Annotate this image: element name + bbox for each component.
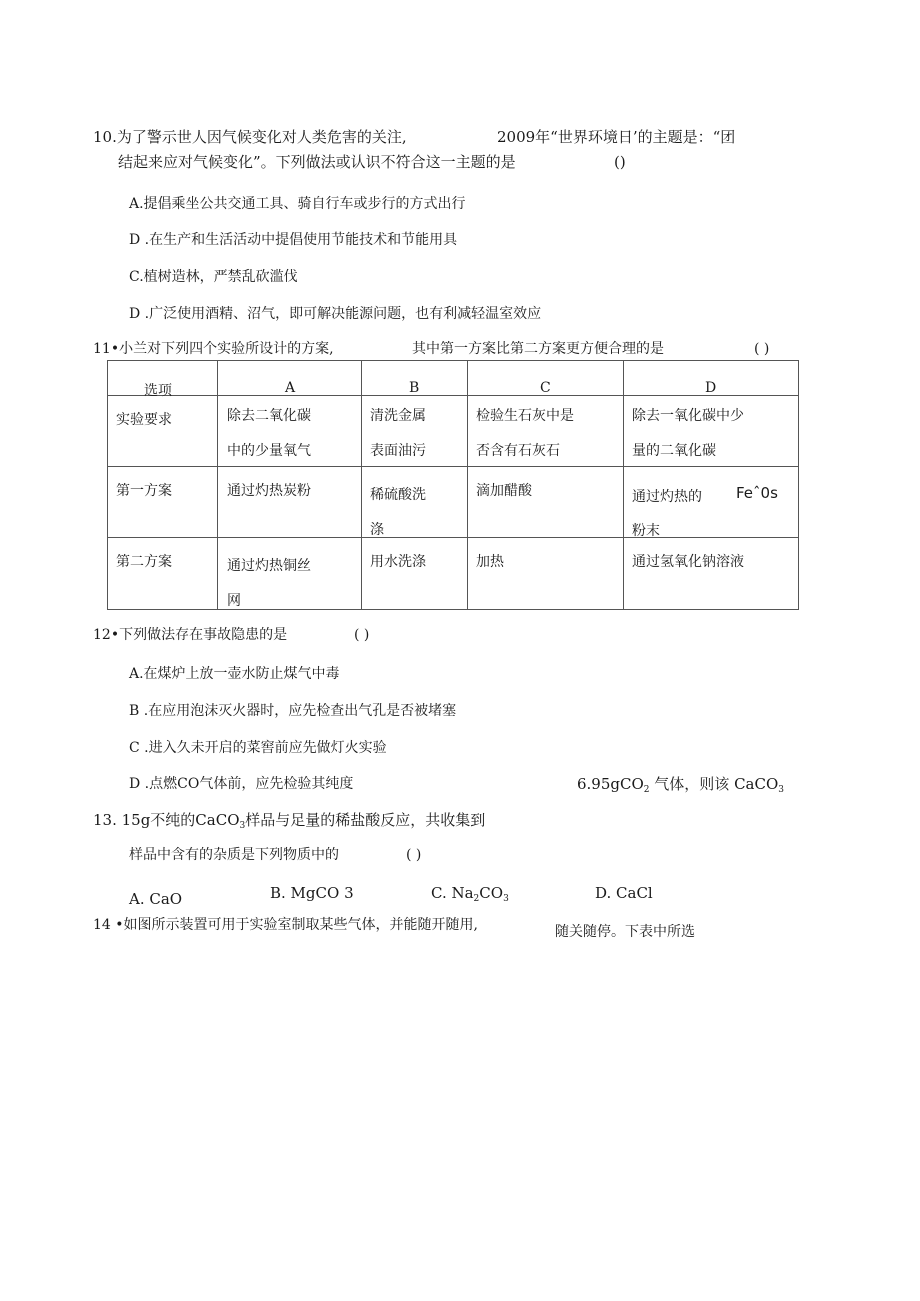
table-cell: 除去一氧化碳中少 量的二氧化碳	[624, 396, 799, 467]
table-cell: 除去二氧化碳 中的少量氧气	[218, 396, 362, 467]
table-cell: 通过氢氧化钠溶液	[624, 538, 799, 610]
table-cell: 滴加醋酸	[468, 467, 624, 538]
table-cell: 清洗金属 表面油污	[362, 396, 468, 467]
q10-answer-bracket: ()	[614, 153, 626, 171]
q10-line2: 结起来应对气候变化”。下列做法或认识不符合这一主题的是	[118, 153, 516, 171]
table-cell: 通过灼热铜丝 网	[218, 538, 362, 610]
table-row	[108, 538, 799, 610]
q10-option-c: C.植树造林，严禁乱砍滥伐	[129, 269, 298, 285]
table-cell: 加热	[468, 538, 624, 610]
q13-option-a: A. CaO	[129, 890, 183, 908]
q12-option-d: D .点燃CO气体前，应先检验其纯度	[129, 776, 354, 792]
q11-line1-right: 其中第一方案比第二方案更方便合理的是	[412, 341, 664, 357]
q11-answer-bracket: ( )	[754, 341, 770, 357]
q10-option-a: A.提倡乘坐公共交通工具、骑自行车或步行的方式出行	[129, 196, 466, 212]
q12-line1: 12•下列做法存在事故隐患的是	[93, 627, 288, 643]
q12-option-a: A.在煤炉上放一壶水防止煤气中毒	[129, 666, 340, 682]
table-cell: 稀硫酸洗 涤	[362, 467, 468, 538]
q11-options-table	[107, 360, 799, 610]
table-cell: 通过灼热炭粉	[218, 467, 362, 538]
table-cell: 第一方案	[108, 467, 218, 538]
q13-answer-bracket: ( )	[406, 847, 422, 863]
q13-option-c: C. $Na_2CO_3$	[431, 884, 509, 904]
q14-line1-left: 14 •如图所示装置可用于实验室制取某些气体，并能随开随用,	[93, 917, 478, 933]
q10-option-d: D .广泛使用酒精、沼气，即可解决能源问题，也有利减轻温室效应	[129, 306, 542, 322]
q13-line2: 样品中含有的杂质是下列物质中的	[129, 847, 339, 863]
q13-option-d: D. CaCl	[595, 884, 653, 902]
q10-line1-left: 10.为了警示世人因气候变化对人类危害的关注,	[93, 128, 407, 146]
q14-line1-right: 随关随停。下表中所选	[555, 924, 695, 940]
table-header-row	[108, 361, 799, 396]
table-header-cell: A	[218, 361, 362, 396]
table-header-cell: C	[468, 361, 624, 396]
table-header-cell: B	[362, 361, 468, 396]
q13-line1: 13. 15g不纯的CaCO$_3$样品与足量的稀盐酸反应，共收集到	[93, 811, 486, 831]
q13-right-text: 6.95gCO$_2$ 气体，则该 CaCO$_3$	[577, 775, 784, 795]
q10-option-b: D .在生产和生活活动中提倡使用节能技术和节能用具	[129, 232, 458, 248]
q10-line1-right: 2009年“世界环境日’的主题是：“团	[497, 128, 736, 146]
table-row	[108, 467, 799, 538]
table-row	[108, 396, 799, 467]
table-header-cell: D	[624, 361, 799, 396]
table-cell: 用水洗涤	[362, 538, 468, 610]
table-cell: 通过灼热的 Feˆ0s 粉末	[624, 467, 799, 538]
q12-answer-bracket: ( )	[354, 627, 370, 643]
q13-option-b: B. MgCO 3	[270, 884, 354, 902]
q12-option-c: C .进入久未开启的菜窖前应先做灯火实验	[129, 740, 387, 756]
table-cell: 第二方案	[108, 538, 218, 610]
table-cell: 检验生石灰中是 否含有石灰石	[468, 396, 624, 467]
q11-line1-left: 11•小兰对下列四个实验所设计的方案,	[93, 341, 334, 357]
table-header-cell: 选项	[108, 361, 218, 396]
q12-option-b: B .在应用泡沫灭火器时，应先检查出气孔是否被堵塞	[129, 703, 457, 719]
table-cell: 实验要求	[108, 396, 218, 467]
